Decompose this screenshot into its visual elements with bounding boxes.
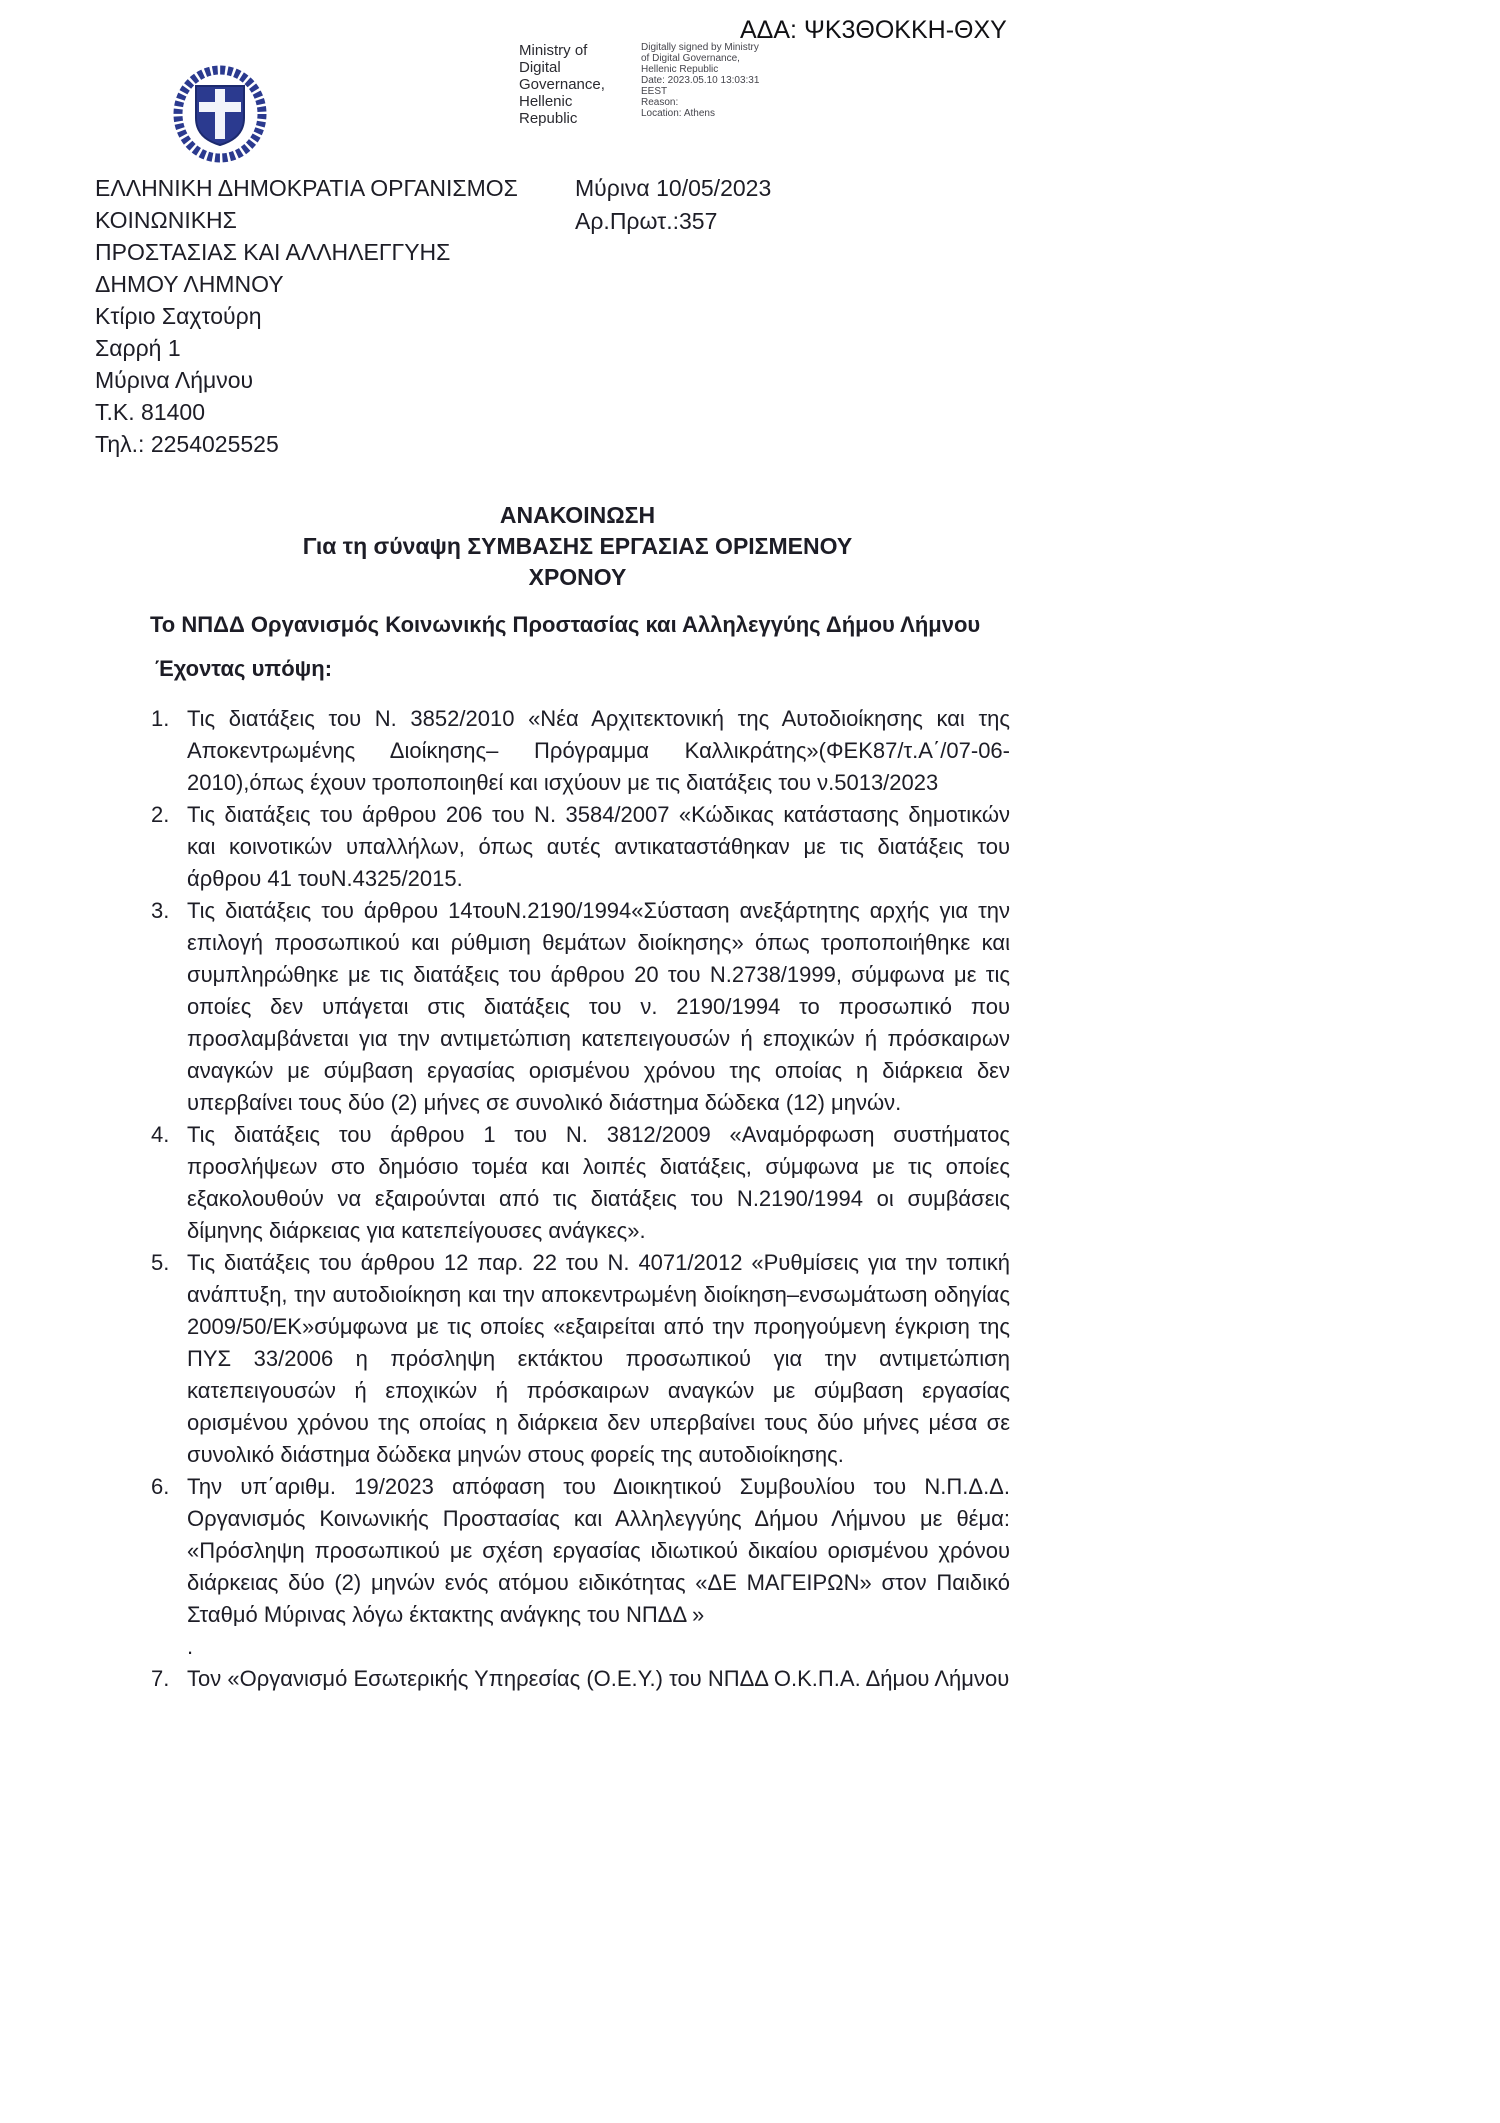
list-item-text: Την υπ΄αριθμ. 19/2023 απόφαση του Διοικητικού Συμβουλίου του Ν.Π.Δ.Δ. Οργανισμός Κοινωνικής Προστασίας και Αλληλεγγύης Δήμου Λήμνου με θέμα: «Πρόσληψη προσωπικού με σχέση εργασίας ιδιωτικού δικαίου ορισμένου χρόνου διάρκειας δύο (2) μηνών ενός ατόμου ειδικότητας «ΔΕ ΜΑΓΕΙΡΩΝ» στον Παιδικό Σταθμό Μύρινας λόγω έκτακτης ανάγκης του ΝΠΔΔ » [187,1474,1010,1627]
list-item [145,1119,1010,1247]
signature-detail-line: Hellenic Republic [641,64,719,75]
org-line: Κτίριο Σαχτούρη [95,303,262,329]
signature-detail-line: Digitally signed by Ministry [641,42,759,53]
title-line-1: ΑΝΑΚΟΙΝΩΣΗ [499,502,656,528]
list-item-number: 3. [151,898,170,923]
org-line: ΠΡΟΣΤΑΣΙΑΣ ΚΑΙ ΑΛΛΗΛΕΓΓΥΗΣ [95,239,451,265]
place-date: Μύρινα 10/05/2023 [575,175,772,201]
signature-detail-line: Reason: [641,97,679,108]
signature-signer [519,42,631,127]
list-item-number: 4. [151,1122,170,1147]
protocol-number: Αρ.Πρωτ.:357 [575,208,718,234]
ada-code: ΑΔΑ: ΨΚ3ΘΟΚΚΗ-ΘΧΥ [740,16,1007,44]
signature-details [641,42,781,127]
list-item [145,1247,1010,1471]
announcement-title [145,500,1010,593]
org-line: Τηλ.: 2254025525 [95,431,279,457]
org-line: ΔΗΜΟΥ ΛΗΜΝΟΥ [95,271,284,297]
signature-detail-line: Date: 2023.05.10 13:03:31 [641,75,760,86]
list-item-text: Τον «Οργανισμό Εσωτερικής Υπηρεσίας (Ο.Ε.Υ.) του ΝΠΔΔ Ο.Κ.Π.Α. Δήμου Λήμνου [187,1666,1010,1691]
signature-signer-line: Hellenic Republic [519,93,578,127]
org-line: Μύρινα Λήμνου [95,367,254,393]
org-line: Σαρρή 1 [95,335,181,361]
list-item [145,895,1010,1119]
list-item-number: 5. [151,1250,170,1275]
list-item-text: Τις διατάξεις του άρθρου 12 παρ. 22 του Ν. 4071/2012 «Ρυθμίσεις για την τοπική ανάπτυξη, την αυτοδιοίκηση και την αποκεντρωμένη διοίκηση–ενσωμάτωση οδηγίας 2009/50/ΕΚ»σύμφωνα με τις οποίες «εξαιρείται από την προηγούμενη έγκριση της ΠΥΣ 33/2006 η πρόσληψη εκτάκτου προσωπικού για την αντιμετώπιση κατεπειγουσών ή εποχικών ή πρόσκαιρων αναγκών με σύμβαση εργασίας ορισμένου χρόνου της οποίας η διάρκεια δεν υπερβαίνει τους δύο μήνες μέσα σε συνολικό διάστημα δώδεκα μηνών στους φορείς της αυτοδιοίκησης. [187,1250,1010,1467]
signature-detail-line: Location: Athens [641,108,715,119]
list-item [145,1471,1010,1663]
list-item-number: 1. [151,706,170,731]
having-regard-label: Έχοντας υπόψη: [155,656,333,681]
title-line-2: Για τη σύναψη ΣΥΜΒΑΣΗΣ ΕΡΓΑΣΙΑΣ ΟΡΙΣΜΕΝΟΥ [302,533,853,559]
date-protocol-block [575,172,771,238]
org-line: Τ.Κ. 81400 [95,399,205,425]
list-item-number: 7. [151,1666,170,1691]
org-line: ΚΟΙΝΩΝΙΚΗΣ [95,207,237,233]
list-item [145,703,1010,799]
list-item [145,1663,1010,1695]
list-item-text: Τις διατάξεις του άρθρου 14τουΝ.2190/1994«Σύσταση ανεξάρτητης αρχής για την επιλογή προσωπικού και ρύθμιση θεμάτων διοίκησης» όπως τροποποιήθηκε και συμπληρώθηκε με τις διατάξεις του άρθρου 20 του Ν.2738/1999, σύμφωνα με τις οποίες δεν υπάγεται στις διατάξεις του ν. 2190/1994 το προσωπικό που προσλαμβάνεται για την αντιμετώπιση κατεπειγουσών ή εποχικών ή πρόσκαιρων αναγκών με σύμβαση εργασίας ορισμένου χρόνου της οποίας η διάρκεια δεν υπερβαίνει τους δύο (2) μήνες σε συνολικό διάστημα δώδεκα (12) μηνών. [187,898,1010,1115]
list-item-trailing-dot: . [187,1634,194,1659]
signature-detail-line: of Digital Governance, [641,53,740,64]
subject-line: Το ΝΠΔΔ Οργανισμός Κοινωνικής Προστασίας και Αλληλεγγύης Δήμου Λήμνου [150,612,981,637]
list-item-text: Τις διατάξεις του άρθρου 1 του Ν. 3812/2009 «Αναμόρφωση συστήματος προσλήψεων στο δημόσιο τομέα και λοιπές διατάξεις, σύμφωνα με τις οποίες εξακολουθούν να εξαιρούνται από τις διατάξεις του Ν.2190/1994 οι συμβάσεις δίμηνης διάρκειας για κατεπείγουσες ανάγκες». [187,1122,1010,1243]
signature-detail-line: EEST [641,86,668,97]
digital-signature-block [519,42,781,127]
signature-signer-line: Ministry of Digital [519,42,588,76]
list-item [145,799,1010,895]
list-item-text: Τις διατάξεις του άρθρου 206 του Ν. 3584/2007 «Κώδικας κατάστασης δημοτικών και κοινοτικών υπαλλήλων, όπως αυτές αντικαταστάθηκαν με τις διατάξεις του άρθρου 41 τουΝ.4325/2015. [187,802,1010,891]
legal-references-list [145,703,1010,1695]
list-item-number: 6. [151,1474,170,1499]
list-item-text: Τις διατάξεις του Ν. 3852/2010 «Νέα Αρχιτεκτονική της Αυτοδιοίκησης και της Αποκεντρωμένης Διοίκησης– Πρόγραμμα Καλλικράτης»(ΦΕΚ87/τ.Α΄/07-06-2010),όπως έχουν τροποποιηθεί και ισχύουν με τις διατάξεις του ν.5013/2023 [187,706,1010,795]
title-line-3: ΧΡΟΝΟΥ [528,564,627,590]
list-item-text-wrap [187,1471,1010,1663]
org-line: ΕΛΛΗΝΙΚΗ ΔΗΜΟΚΡΑΤΙΑ ΟΡΓΑΝΙΣΜΟΣ [95,175,518,201]
document-body [145,500,1010,1695]
signature-signer-line: Governance, [519,76,605,93]
organization-address [95,172,518,460]
national-emblem-icon [170,60,270,164]
list-item-number: 2. [151,802,170,827]
